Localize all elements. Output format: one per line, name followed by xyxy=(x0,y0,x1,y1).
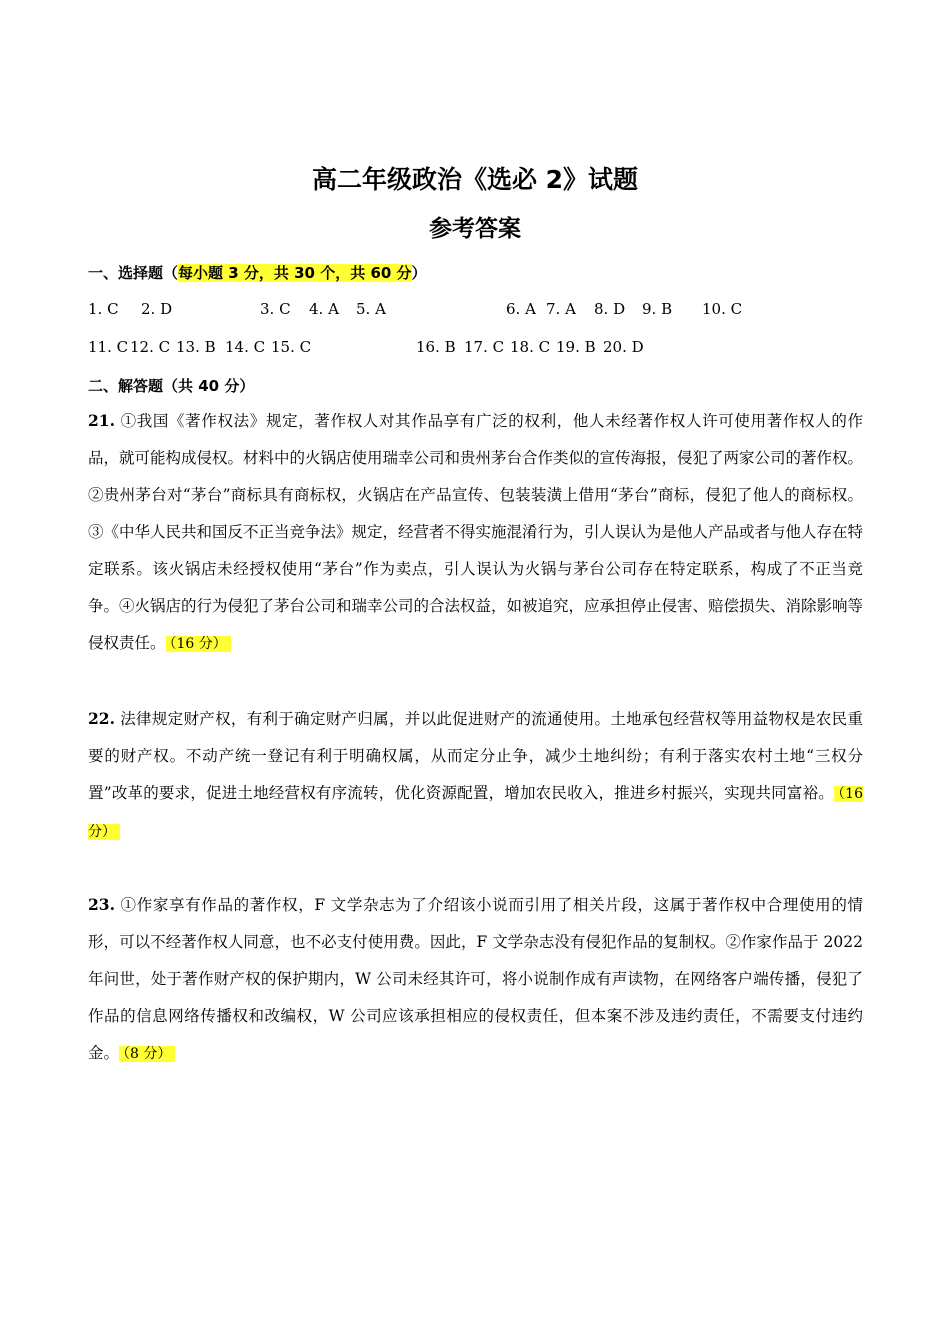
answer-item: 4. A xyxy=(309,300,339,318)
answer-21 xyxy=(88,402,863,663)
section-choice-heading xyxy=(88,262,427,283)
score-badge: （16 分） xyxy=(166,636,231,652)
answer-item: 1. C xyxy=(88,300,119,318)
question-number: 21. xyxy=(88,411,115,430)
answer-item: 11. C xyxy=(88,338,129,356)
answer-22 xyxy=(88,700,863,851)
score-badge: （16 分） xyxy=(88,786,863,840)
answer-23 xyxy=(88,886,863,1073)
answer-item: 13. B xyxy=(176,338,216,356)
answer-text: ①作家享有作品的著作权，F 文学杂志为了介绍该小说而引用了相关片段，这属于著作权中合理使用的情形，可以不经著作权人同意，也不必支付使用费。因此，F 文学杂志没有侵犯作品的复制权。②作家作品于 2022 年问世，处于著作财产权的保护期内，W 公司未经其许可，将小说制作成有声读物，在网络客户端传播，侵犯了作品的信息网络传播权和改编权，W 公司应该承担相应的侵权责任，但本案不涉及违约责任，不需要支付违约金。 xyxy=(88,896,863,1062)
section-answer-heading: 二、解答题（共 40 分） xyxy=(88,377,255,395)
answer-item: 19. B xyxy=(556,338,596,356)
document-title: 高二年级政治《选必 2》试题 xyxy=(311,165,639,194)
answer-item: 14. C xyxy=(225,338,266,356)
answer-item: 5. A xyxy=(356,300,386,318)
score-badge: （8 分） xyxy=(119,1046,175,1062)
answer-item: 2. D xyxy=(141,300,173,318)
answer-item: 8. D xyxy=(594,300,626,318)
answer-text: 法律规定财产权，有利于确定财产归属，并以此促进财产的流通使用。土地承包经营权等用益物权是农民重要的财产权。不动产统一登记有利于明确权属，从而定分止争，减少土地纠纷；有利于落实农村土地“三权分置”改革的要求，促进土地经营权有序流转，优化资源配置，增加农民收入，推进乡村振兴，实现共同富裕。 xyxy=(88,710,863,802)
answer-item: 7. A xyxy=(546,300,576,318)
answer-item: 3. C xyxy=(260,300,291,318)
answer-text: ①我国《著作权法》规定，著作权人对其作品享有广泛的权利，他人未经著作权人许可使用著作权人的作品，就可能构成侵权。材料中的火锅店使用瑞幸公司和贵州茅台合作类似的宣传海报，侵犯了两家公司的著作权。②贵州茅台对“茅台”商标具有商标权，火锅店在产品宣传、包装装潢上借用“茅台”商标，侵犯了他人的商标权。③《中华人民共和国反不正当竞争法》规定，经营者不得实施混淆行为，引人误认为是他人产品或者与他人存在特定联系。该火锅店未经授权使用“茅台”作为卖点，引人误认为火锅与茅台公司存在特定联系，构成了不正当竞争。④火锅店的行为侵犯了茅台公司和瑞幸公司的合法权益，如被追究，应承担停止侵害、赔偿损失、消除影响等侵权责任。 xyxy=(88,412,864,652)
section-choice-points: 每小题 3 分，共 30 个，共 60 分 xyxy=(178,264,412,282)
answer-item: 18. C xyxy=(510,338,551,356)
question-number: 23. xyxy=(88,895,115,914)
section-choice-close: ） xyxy=(411,264,427,282)
answer-item: 15. C xyxy=(271,338,312,356)
answer-item: 10. C xyxy=(702,300,743,318)
answer-item: 16. B xyxy=(416,338,456,356)
answer-item: 20. D xyxy=(603,338,644,356)
answer-item: 9. B xyxy=(642,300,673,318)
section-choice-label: 一、选择题（ xyxy=(88,264,179,282)
question-number: 22. xyxy=(88,709,115,728)
answer-item: 12. C xyxy=(130,338,171,356)
answer-item: 17. C xyxy=(464,338,505,356)
document-subtitle: 参考答案 xyxy=(429,216,521,242)
answer-item: 6. A xyxy=(506,300,536,318)
